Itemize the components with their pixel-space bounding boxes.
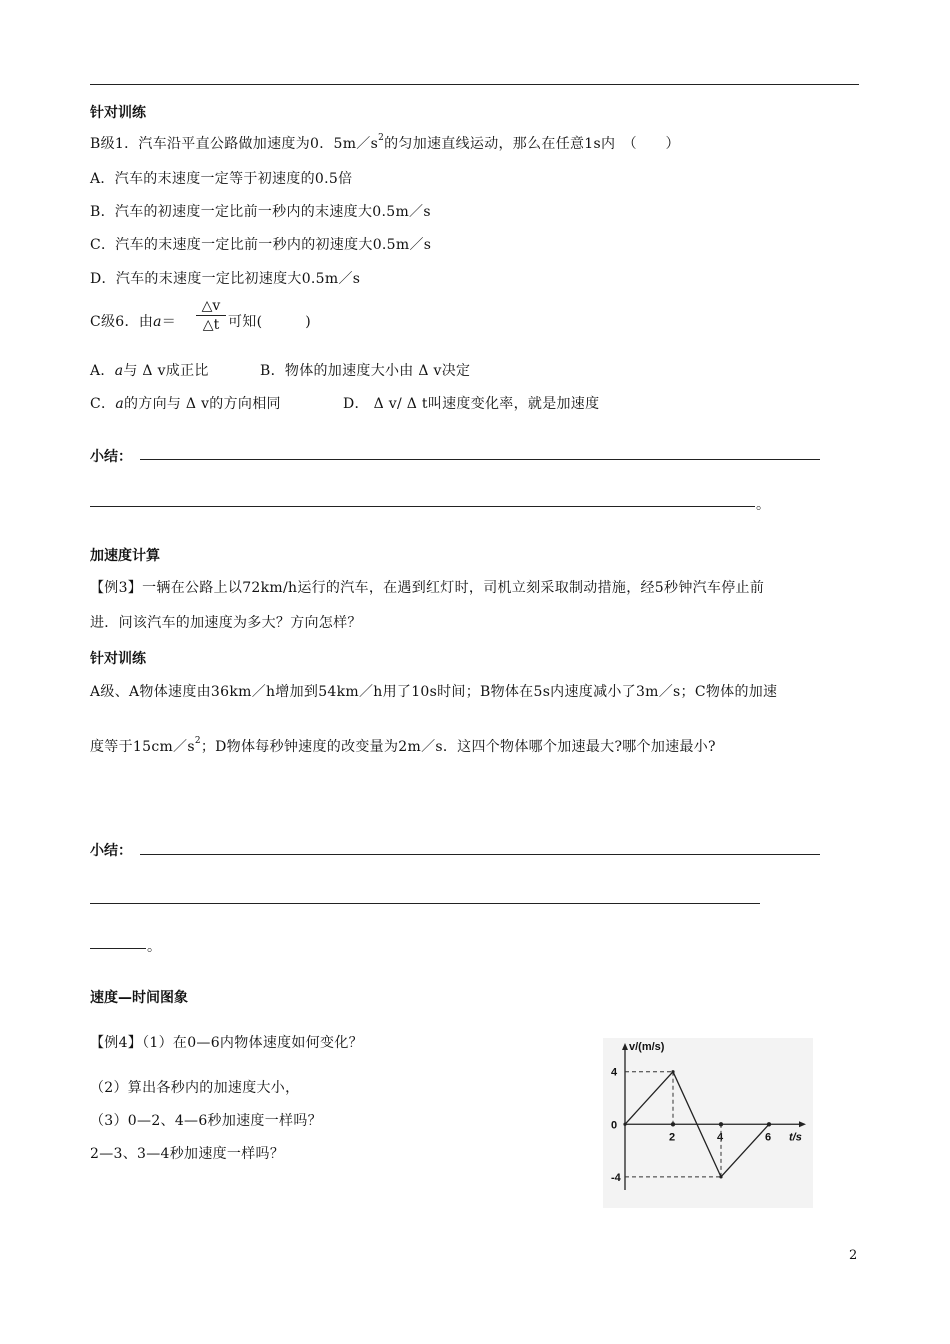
vt-chart (603, 1038, 813, 1208)
question-b1-option-d: D．汽车的末速度一定比初速度大0.5m／s (90, 271, 361, 287)
x-tick-label: 2 (669, 1131, 676, 1144)
y-tick-label: -4 (611, 1171, 621, 1184)
example-3-line-1: 【例3】一辆在公路上以72km/h运行的汽车，在遇到红灯时，司机立刻采取制动措施，经5秒钟汽车停止前 (90, 580, 765, 596)
example-4-q4: 2—3、3—4秒加速度一样吗？ (90, 1146, 285, 1162)
summary-end-2: 。 (147, 939, 162, 955)
question-c6-option-a: A．a与 Δ v成正比 (90, 363, 209, 379)
example-4-q1: 【例4】（1）在0—6内物体速度如何变化？ (90, 1035, 363, 1051)
question-c6-option-b: B．物体的加速度大小由 Δ v决定 (260, 363, 471, 379)
example-3-line-2: 进．问该汽车的加速度为多大？方向怎样？ (90, 615, 362, 631)
y-tick-label: 0 (611, 1119, 618, 1132)
summary-blank-1b[interactable] (90, 506, 755, 507)
x-tick-marker (671, 1122, 675, 1126)
summary-blank-2b[interactable] (90, 903, 760, 904)
data-point (671, 1070, 674, 1073)
training-a-line-1: A级、A物体速度由36km／h增加到54km／h用了10s时间；B物体在5s内速度减小了3m／s；C物体的加速 (90, 684, 778, 700)
question-b1-option-a: A．汽车的末速度一定等于初速度的0.5倍 (90, 171, 353, 187)
y-axis-label: v/(m/s) (629, 1041, 665, 1053)
x-tick-marker (719, 1122, 723, 1126)
fraction-dv-dt: △v △t (196, 298, 226, 333)
x-tick-label: 4 (717, 1131, 724, 1144)
question-b1-option-b: B．汽车的初速度一定比前一秒内的末速度大0.5m／s (90, 204, 431, 220)
question-c6-prefix: C级6．由a＝ (90, 314, 177, 330)
x-axis-label: t/s (789, 1131, 802, 1144)
section-heading-training: 针对训练 (90, 105, 146, 121)
summary-end-1: 。 (756, 497, 771, 513)
question-c6-option-d: D． Δ v/ Δ t叫速度变化率，就是加速度 (343, 396, 600, 412)
data-point (623, 1123, 626, 1126)
question-b1-option-c: C．汽车的末速度一定比前一秒内的初速度大0.5m／s (90, 237, 432, 253)
summary-blank-1a[interactable] (140, 459, 820, 460)
section-heading-calc: 加速度计算 (90, 548, 160, 564)
section-heading-vt: 速度—时间图象 (90, 990, 188, 1006)
header-rule (90, 84, 859, 85)
x-tick-label: 6 (765, 1131, 772, 1144)
training-a-line-2: 度等于$15cm/s^2$；D物体每秒钟速度的改变量为2m／s．这四个物体哪个加速最大?哪个加速最小? (90, 736, 716, 755)
summary-blank-2c[interactable] (90, 948, 146, 949)
chart-background (603, 1038, 813, 1208)
x-tick-marker (767, 1122, 771, 1126)
summary-label-1: 小结： (90, 449, 132, 465)
example-4-q3: （3）0—2、4—6秒加速度一样吗？ (90, 1113, 322, 1129)
question-c6-option-c: C．a的方向与 Δ v的方向相同 (90, 396, 281, 412)
page-number: 2 (849, 1248, 858, 1263)
summary-blank-2a[interactable] (140, 854, 820, 855)
y-tick-label: 4 (611, 1066, 618, 1079)
data-point (719, 1175, 722, 1178)
section-heading-training-2: 针对训练 (90, 651, 146, 667)
question-c6-tail: 可知( ) (228, 314, 312, 330)
example-4-q2: （2）算出各秒内的加速度大小， (90, 1080, 300, 1096)
summary-label-2: 小结： (90, 843, 132, 859)
question-b1: B级1．汽车沿平直公路做加速度为0．$5m/s^2$的匀加速直线运动，那么在任意1s内 （ ） (90, 133, 680, 152)
